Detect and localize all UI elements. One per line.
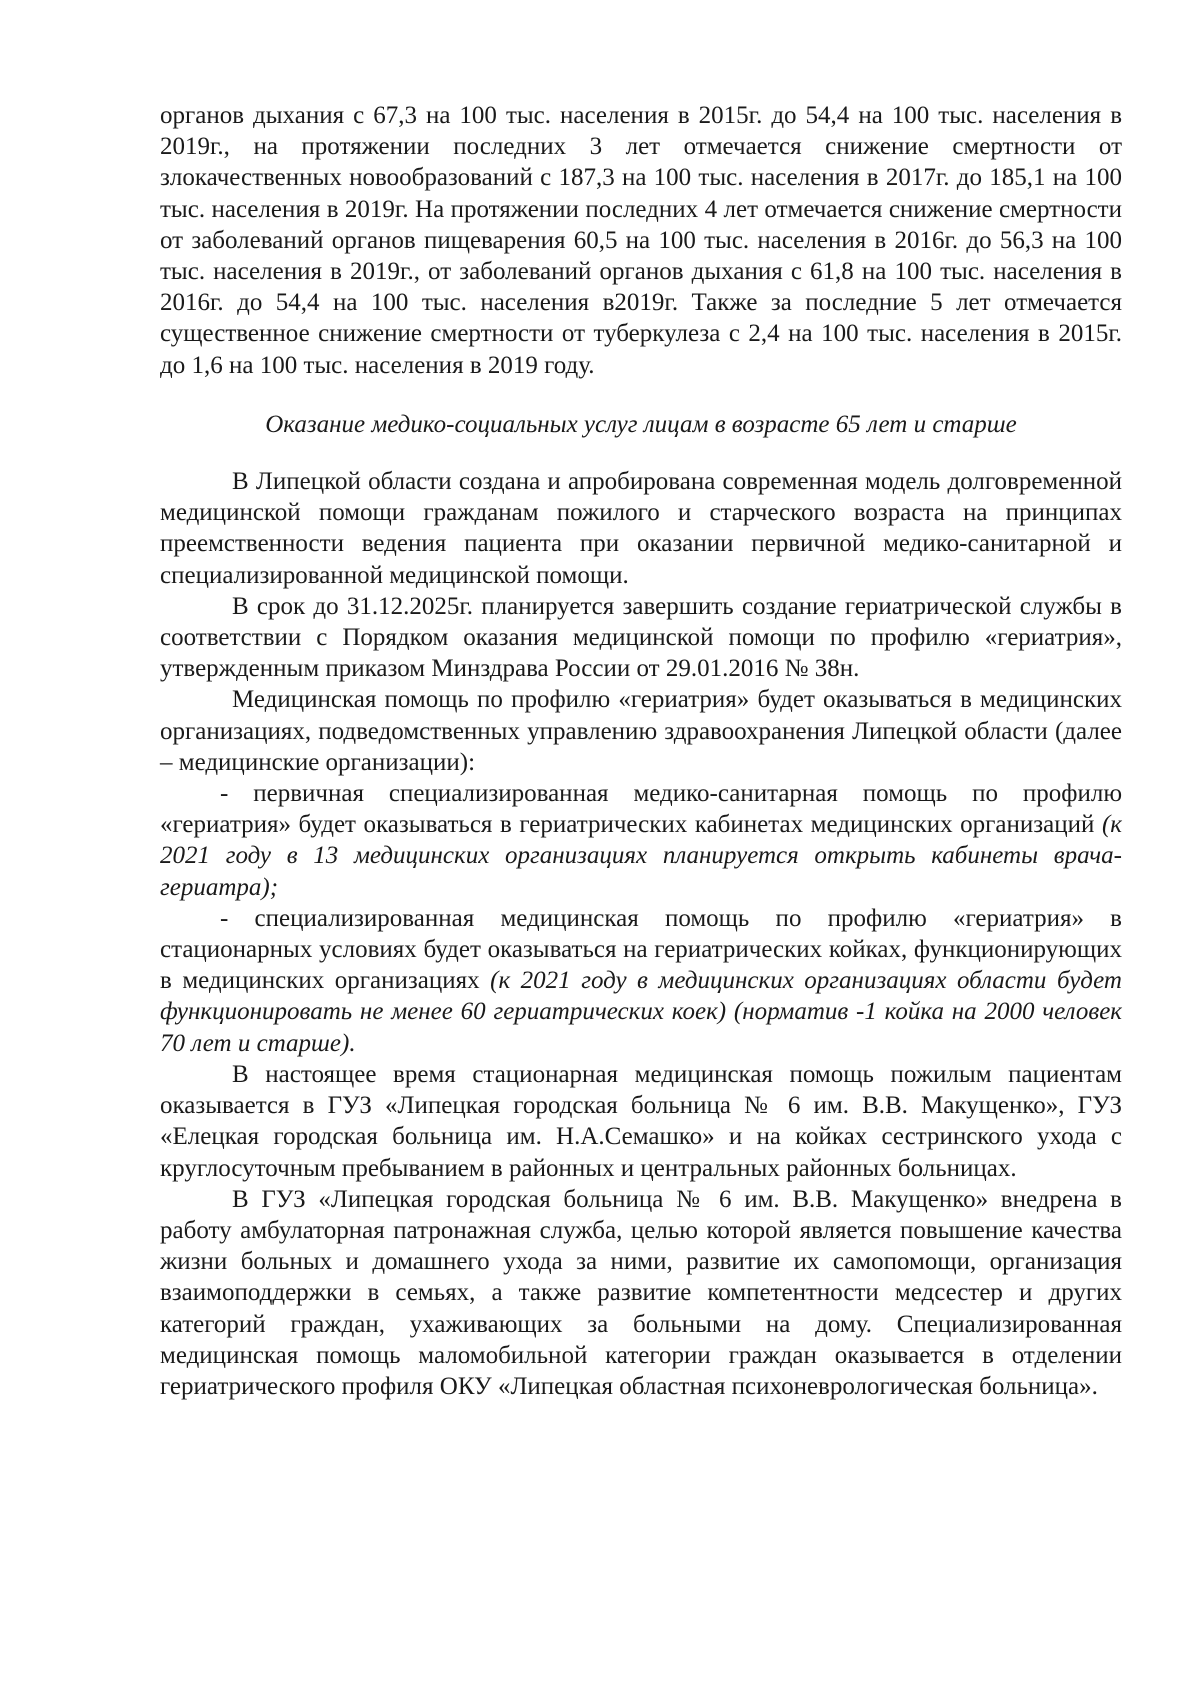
bullet-inpatient-care — [160, 903, 1122, 1059]
bullet-inpatient-care-text: - специализированная медицинская помощь по профилю «гериатрия» в стационарных условиях будет оказываться на гериатрических койках, функционирующих в медицинских организациях — [160, 904, 1122, 995]
paragraph-intro: органов дыхания с 67,3 на 100 тыс. населения в 2015г. до 54,4 на 100 тыс. населения в 2019г., на протяжении последних 3 лет отмечается снижение смертности от злокачественных новообразований с 187,3 на 100 тыс. населения в 2017г. до 185,1 на 100 тыс. населения в 2019г. На протяжении последних 4 лет отмечается снижение смертности от заболеваний органов пищеварения 60,5 на 100 тыс. населения в 2016г. до 56,3 на 100 тыс. населения в 2019г., от заболеваний органов дыхания с 61,8 на 100 тыс. населения в 2016г. до 54,4 на 100 тыс. населения в2019г. Также за последние 5 лет отмечается существенное снижение смертности от туберкулеза с 2,4 на 100 тыс. населения в 2015г. до 1,6 на 100 тыс. населения в 2019 году. — [160, 102, 1122, 379]
bullet-primary-care — [160, 778, 1122, 903]
paragraph-patronage: В ГУЗ «Липецкая городская больница № 6 им. В.В. Макущенко» внедрена в работу амбулаторная патронажная служба, целью которой является повышение качества жизни больных и домашнего ухода за ними, развитие их самопомощи, организация взаимоподдержки в семьях, а также развитие компетентности медсестер и других категорий граждан, ухаживающих за больными на дому. Специализированная медицинская помощь маломобильной категории граждан оказывается в отделении гериатрического профиля ОКУ «Липецкая областная психоневрологическая больница». — [160, 1185, 1122, 1400]
document-page — [160, 100, 1122, 1402]
bullet-inpatient-care-note: (к 2021 году в медицинских организациях области будет функционировать не менее 60 гериатрических коек) (норматив -1 койка на 2000 человек 70 лет и старше). — [160, 967, 1122, 1057]
section-heading: Оказание медико-социальных услуг лицам в возрасте 65 лет и старше — [265, 410, 1017, 438]
paragraph-hospitals: В настоящее время стационарная медицинская помощь пожилым пациентам оказывается в ГУЗ «Липецкая городская больница № 6 им. В.В. Макущенко», ГУЗ «Елецкая городская больница им. Н.А.Семашко» и на койках сестринского ухода с круглосуточным пребыванием в районных и центральных районных больницах. — [160, 1060, 1122, 1182]
paragraph-model: В Липецкой области создана и апробирована современная модель долговременной медицинской помощи гражданам пожилого и старческого возраста на принципах преемственности ведения пациента при оказании первичной медико-санитарной и специализированной медицинской помощи. — [160, 468, 1122, 589]
paragraph-organizations: Медицинская помощь по профилю «гериатрия» будет оказываться в медицинских организациях, подведомственных управлению здравоохранения Липецкой области (далее – медицинские организации): — [160, 686, 1122, 776]
bullet-primary-care-note: (к 2021 году в 13 медицинских организациях планируется открыть кабинеты врача-гериатра); — [160, 811, 1122, 901]
paragraph-deadline: В срок до 31.12.2025г. планируется завершить создание гериатрической службы в соответствии с Порядком оказания медицинской помощи по профилю «гериатрия», утвержденным приказом Минздрава России от 29.01.2016 № 38н. — [160, 592, 1122, 683]
bullet-primary-care-text: - первичная специализированная медико-санитарная помощь по профилю «гериатрия» будет оказываться в гериатрических кабинетах медицинских организаций — [160, 780, 1122, 839]
